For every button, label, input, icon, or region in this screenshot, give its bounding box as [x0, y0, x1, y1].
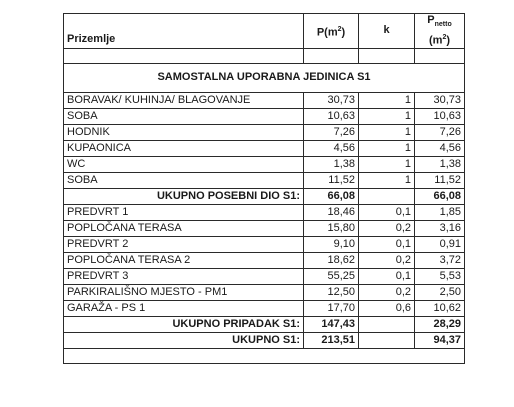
room-coefficient: 0,1: [359, 204, 415, 220]
total-coefficient-empty: [359, 188, 415, 204]
room-area: 15,80: [304, 220, 359, 236]
total-area: 147,43: [304, 316, 359, 332]
room-net-area: 1,38: [415, 156, 465, 172]
room-net-area: 0,91: [415, 236, 465, 252]
total-coefficient-empty: [359, 316, 415, 332]
room-name: PREDVRT 2: [64, 236, 304, 252]
room-area: 7,26: [304, 124, 359, 140]
grand-total-row: [64, 332, 465, 348]
room-name: PARKIRALIŠNO MJESTO - PM1: [64, 284, 304, 300]
total-label: UKUPNO S1:: [64, 332, 304, 348]
spacer-row: [64, 48, 465, 63]
room-net-area: 11,52: [415, 172, 465, 188]
total-net-area: 66,08: [415, 188, 465, 204]
room-net-area: 5,53: [415, 268, 465, 284]
unit-room-row: [64, 108, 465, 124]
room-net-area: 3,16: [415, 220, 465, 236]
header-coefficient: k: [359, 14, 415, 49]
room-coefficient: 0,1: [359, 268, 415, 284]
room-name: WC: [64, 156, 304, 172]
room-area: 55,25: [304, 268, 359, 284]
room-area: 18,46: [304, 204, 359, 220]
trailing-empty-row: [64, 348, 465, 363]
room-net-area: 1,85: [415, 204, 465, 220]
total-label: UKUPNO PRIPADAK S1:: [64, 316, 304, 332]
total-area: 66,08: [304, 188, 359, 204]
room-coefficient: 1: [359, 140, 415, 156]
room-coefficient: 0,2: [359, 252, 415, 268]
header-net-area: [415, 14, 465, 49]
header-net-line2-base: (m: [428, 34, 443, 47]
room-name: POPLOČANA TERASA 2: [64, 252, 304, 268]
header-net-base: P: [427, 14, 435, 26]
room-name: SOBA: [64, 172, 304, 188]
room-net-area: 30,73: [415, 92, 465, 108]
room-coefficient: 1: [359, 124, 415, 140]
room-coefficient: 1: [359, 92, 415, 108]
room-coefficient: 0,2: [359, 284, 415, 300]
header-area-end: ): [341, 26, 346, 39]
unit-room-row: [64, 92, 465, 108]
room-coefficient: 1: [359, 108, 415, 124]
appurtenance-row: [64, 236, 465, 252]
room-net-area: 2,50: [415, 284, 465, 300]
header-floor: Prizemlje: [64, 14, 304, 49]
section-title-row: [64, 63, 465, 92]
subtotal-unit-row: [64, 188, 465, 204]
room-net-area: 3,72: [415, 252, 465, 268]
room-name: KUPAONICA: [64, 140, 304, 156]
room-area: 30,73: [304, 92, 359, 108]
room-area: 4,56: [304, 140, 359, 156]
total-net-area: 94,37: [415, 332, 465, 348]
room-name: POPLOČANA TERASA: [64, 220, 304, 236]
room-area: 9,10: [304, 236, 359, 252]
area-table: [63, 13, 465, 364]
appurtenance-row: [64, 268, 465, 284]
trailing-empty-cell: [64, 348, 465, 363]
room-area: 17,70: [304, 300, 359, 316]
appurtenance-row: [64, 220, 465, 236]
total-area: 213,51: [304, 332, 359, 348]
room-name: GARAŽA - PS 1: [64, 300, 304, 316]
room-area: 10,63: [304, 108, 359, 124]
header-area: [304, 14, 359, 49]
room-area: 11,52: [304, 172, 359, 188]
total-label: UKUPNO POSEBNI DIO S1:: [64, 188, 304, 204]
table-header-row: [64, 14, 465, 49]
room-net-area: 7,26: [415, 124, 465, 140]
header-net-sub: netto: [434, 21, 452, 29]
section-title: SAMOSTALNA UPORABNA JEDINICA S1: [64, 63, 465, 92]
unit-room-row: [64, 172, 465, 188]
appurtenance-row: [64, 252, 465, 268]
room-area: 12,50: [304, 284, 359, 300]
room-name: HODNIK: [64, 124, 304, 140]
unit-room-row: [64, 140, 465, 156]
room-area: 1,38: [304, 156, 359, 172]
room-coefficient: 1: [359, 156, 415, 172]
room-name: SOBA: [64, 108, 304, 124]
room-coefficient: 0,1: [359, 236, 415, 252]
header-area-sup: 2: [337, 25, 342, 33]
area-calculation-sheet: [63, 13, 464, 364]
room-net-area: 4,56: [415, 140, 465, 156]
subtotal-appurtenances-row: [64, 316, 465, 332]
room-net-area: 10,62: [415, 300, 465, 316]
total-coefficient-empty: [359, 332, 415, 348]
room-name: PREDVRT 3: [64, 268, 304, 284]
header-net-line2-end: ): [446, 34, 451, 47]
total-net-area: 28,29: [415, 316, 465, 332]
appurtenance-row: [64, 204, 465, 220]
room-name: PREDVRT 1: [64, 204, 304, 220]
appurtenance-row: [64, 300, 465, 316]
unit-room-row: [64, 156, 465, 172]
header-area-base: P(m: [316, 26, 338, 39]
appurtenance-row: [64, 284, 465, 300]
header-net-line2-sup: 2: [442, 34, 447, 42]
room-name: BORAVAK/ KUHINJA/ BLAGOVANJE: [64, 92, 304, 108]
unit-room-row: [64, 124, 465, 140]
room-area: 18,62: [304, 252, 359, 268]
room-coefficient: 0,6: [359, 300, 415, 316]
room-net-area: 10,63: [415, 108, 465, 124]
room-coefficient: 1: [359, 172, 415, 188]
room-coefficient: 0,2: [359, 220, 415, 236]
